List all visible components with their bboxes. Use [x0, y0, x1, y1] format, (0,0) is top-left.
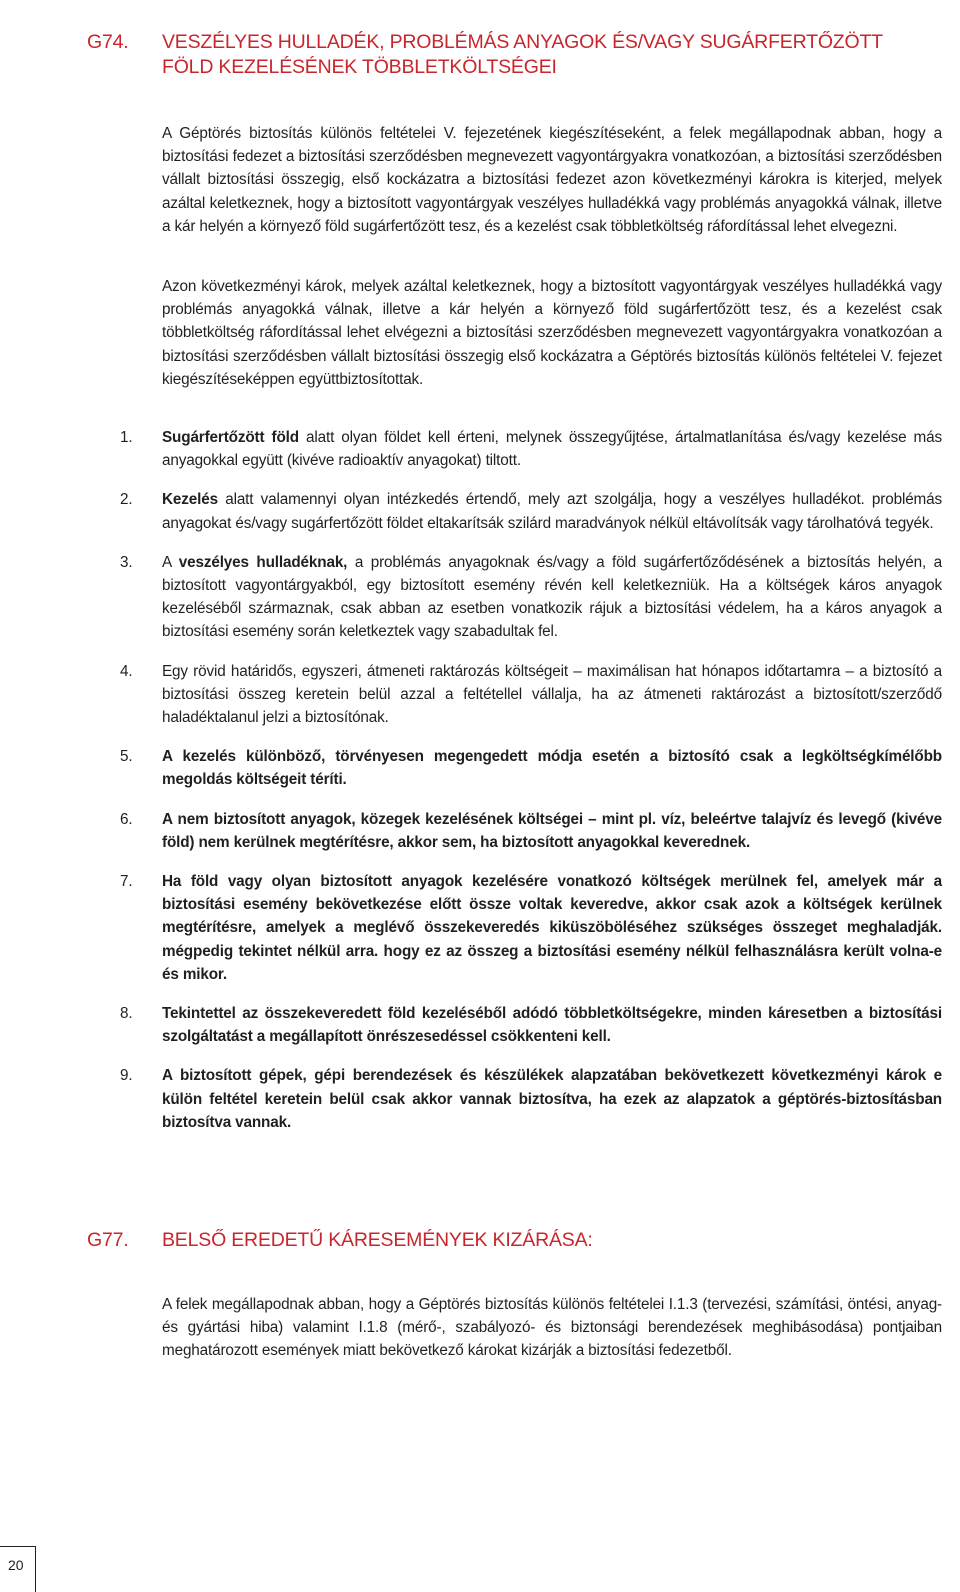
list-item-text: Ha föld vagy olyan biztosított anyagok kezelésére vonatkozó költségek merülnek fel, amelyek már a biztosítási esemény bekövetkezése előtt össze voltak keveredve, akkor csak azok a költségek kerülnek megtérítésre, amelyek a meglévő összekeveredés kiküszöböléséhez szükséges összeget meghaladják. mégpedig tekintet nélkül arra. hogy ez az összeg a biztosítási esemény nélkül felhasználásra került volna-e és mikor. — [162, 873, 942, 983]
section-title-line: BELSŐ EREDETŰ KÁRESEMÉNYEK KIZÁRÁSA: — [162, 1229, 593, 1251]
list-marker: 7. — [120, 873, 133, 891]
paragraph: A Géptörés biztosítás különös feltételei V. fejezetének kiegészítéseként, a felek megállapodnak abban, hogy a biztosítási fedezet a biztosítási szerződésben megnevezett vagyontárgyakra vonatkozóan, a biztosítási szerződésben vállalt biztosítási összegig, első kockázatra a biztosítási fedezet azon következményi károkra is kiterjed, melyek azáltal keletkeznek, hogy a biztosított vagyontárgyak veszélyes hulladékká vagy problémás anyagokká válnak, illetve a kár helyén a környező föld sugárfertőzött tesz, és a kezelést csak többletköltség ráfordítással lehet elvegezni. — [162, 125, 942, 235]
section-title-line: FÖLD KEZELÉSÉNEK TÖBBLETKÖLTSÉGEI — [162, 56, 557, 78]
list-marker: 8. — [120, 1005, 133, 1023]
numbered-list — [120, 426, 942, 1150]
list-marker: 3. — [120, 553, 133, 571]
list-item — [120, 808, 942, 854]
paragraph: Azon következményi károk, melyek azáltal keletkeznek, hogy a biztosított vagyontárgyak veszélyes hulladékká vagy problémás anyagokká válnak, illetve a kár helyén a környező föld sugárfertőzött tesz, és a kezelést csak többletköltség ráfordítással lehet elvégezni a biztosítási szerződésben megnevezett vagyontárgyakra vonatkozóan a biztosítási szerződésben vállalt biztosítási összegig első kockázatra a Géptörés biztosítás különös feltételei V. fejezet kiegészítéseképpen együttbiztosítottak. — [162, 278, 942, 388]
list-item-prefix: A — [162, 553, 179, 571]
section-title — [162, 1228, 952, 1253]
term: Sugárfertőzött föld — [162, 429, 299, 446]
list-item — [120, 488, 942, 534]
list-item — [120, 870, 942, 986]
list-item-text: A biztosított gépek, gépi berendezések és készülékek alapzatában bekövetkezett következményi károk e külön feltétel keretein belül csak akkor vannak biztosítva, ha ezek az alapzatok a géptörés-biztosításban biztosítva vannak. — [162, 1067, 942, 1131]
list-item-text: alatt valamennyi olyan intézkedés értendő, mely azt szolgálja, hogy a veszélyes hulladékot. problémás anyagokat és/vagy sugárfertőzött földet eltakarítsák szilárd maradványok nélkül eltávolítsák vagy tárolhatóvá tegyék. — [162, 491, 942, 532]
term: Kezelés — [162, 491, 218, 509]
list-item-text: Tekintettel az összekeveredett föld kezeléséből adódó többletköltségekre, minden káresetben a biztosítási szolgáltatást a megállapított önrészesedéssel csökkenteni kell. — [162, 1005, 942, 1046]
list-item-text: Egy rövid határidős, egyszeri, átmeneti raktározás költségeit – maximálisan hat hónapos időtartamra – a biztosító a biztosítási összeg keretein belül azzal a feltétellel vállalja, ha az átmeneti raktározást a biztosított/szerződő haladéktalanul jelzi a biztosítónak. — [162, 662, 942, 727]
list-marker: 1. — [120, 429, 133, 446]
paragraph: A felek megállapodnak abban, hogy a Géptörés biztosítás különös feltételei I.1.3 (tervezési, számítási, öntési, anyag- és gyártási hiba) valamint I.1.8 (mérő-, szabályozó- és biztonsági berendezések meghibásodása) pontjaiban meghatározott események miatt bekövetkező károkat kizárják a biztosítási fedezetből. — [162, 1296, 942, 1360]
list-item-text: A nem biztosított anyagok, közegek kezelésének költségei – mint pl. víz, beleértve talajvíz és levegő (kivéve föld) nem kerülnek megtérítésre, akkor sem, ha biztosított anyagokkal keverednek. — [162, 810, 942, 851]
list-marker: 2. — [120, 491, 133, 509]
section-heading-g74 — [87, 30, 947, 82]
list-item — [120, 551, 942, 644]
section-heading-g77 — [87, 1228, 947, 1254]
list-item — [120, 1064, 942, 1134]
section-title — [162, 30, 952, 80]
list-item-text: A kezelés különböző, törvényesen megengedett módja esetén a biztosító csak a legköltségkímélőbb megoldás költségeit téríti. — [162, 748, 942, 789]
list-item — [120, 660, 942, 730]
section-number: G77. — [87, 1229, 129, 1251]
section-number: G74. — [87, 31, 129, 53]
list-item — [120, 745, 942, 791]
page-number: 20 — [0, 1546, 36, 1592]
term: veszélyes hulladéknak, — [178, 553, 348, 571]
list-item — [120, 426, 942, 472]
list-item-text: a problémás anyagoknak és/vagy a föld sugárfertőződésének a biztosítás helyén, a biztosított vagyontárgyakból, egy biztosított esemény révén kell keletkezniük. Ha a költségek káros anyagok kezeléséből származnak, csak abban az esetben vonatkozik rájuk a biztosítási védelem, ha a káros anyagok a biztosítási esemény során keletkeztek vagy szabadultak fel. — [162, 553, 942, 641]
list-marker: 4. — [120, 662, 133, 680]
list-item — [120, 1002, 942, 1048]
section-title-line: VESZÉLYES HULLADÉK, PROBLÉMÁS ANYAGOK ÉS/VAGY SUGÁRFERTŐZÖTT — [162, 31, 883, 53]
list-marker: 5. — [120, 748, 133, 766]
list-marker: 6. — [120, 810, 133, 828]
list-item-text: alatt olyan földet kell érteni, melynek összegyűjtése, ártalmatlanítása és/vagy kezelése más anyagokkal együtt (kivéve radioaktív anyagokat) tiltott. — [162, 429, 942, 470]
list-marker: 9. — [120, 1067, 133, 1085]
